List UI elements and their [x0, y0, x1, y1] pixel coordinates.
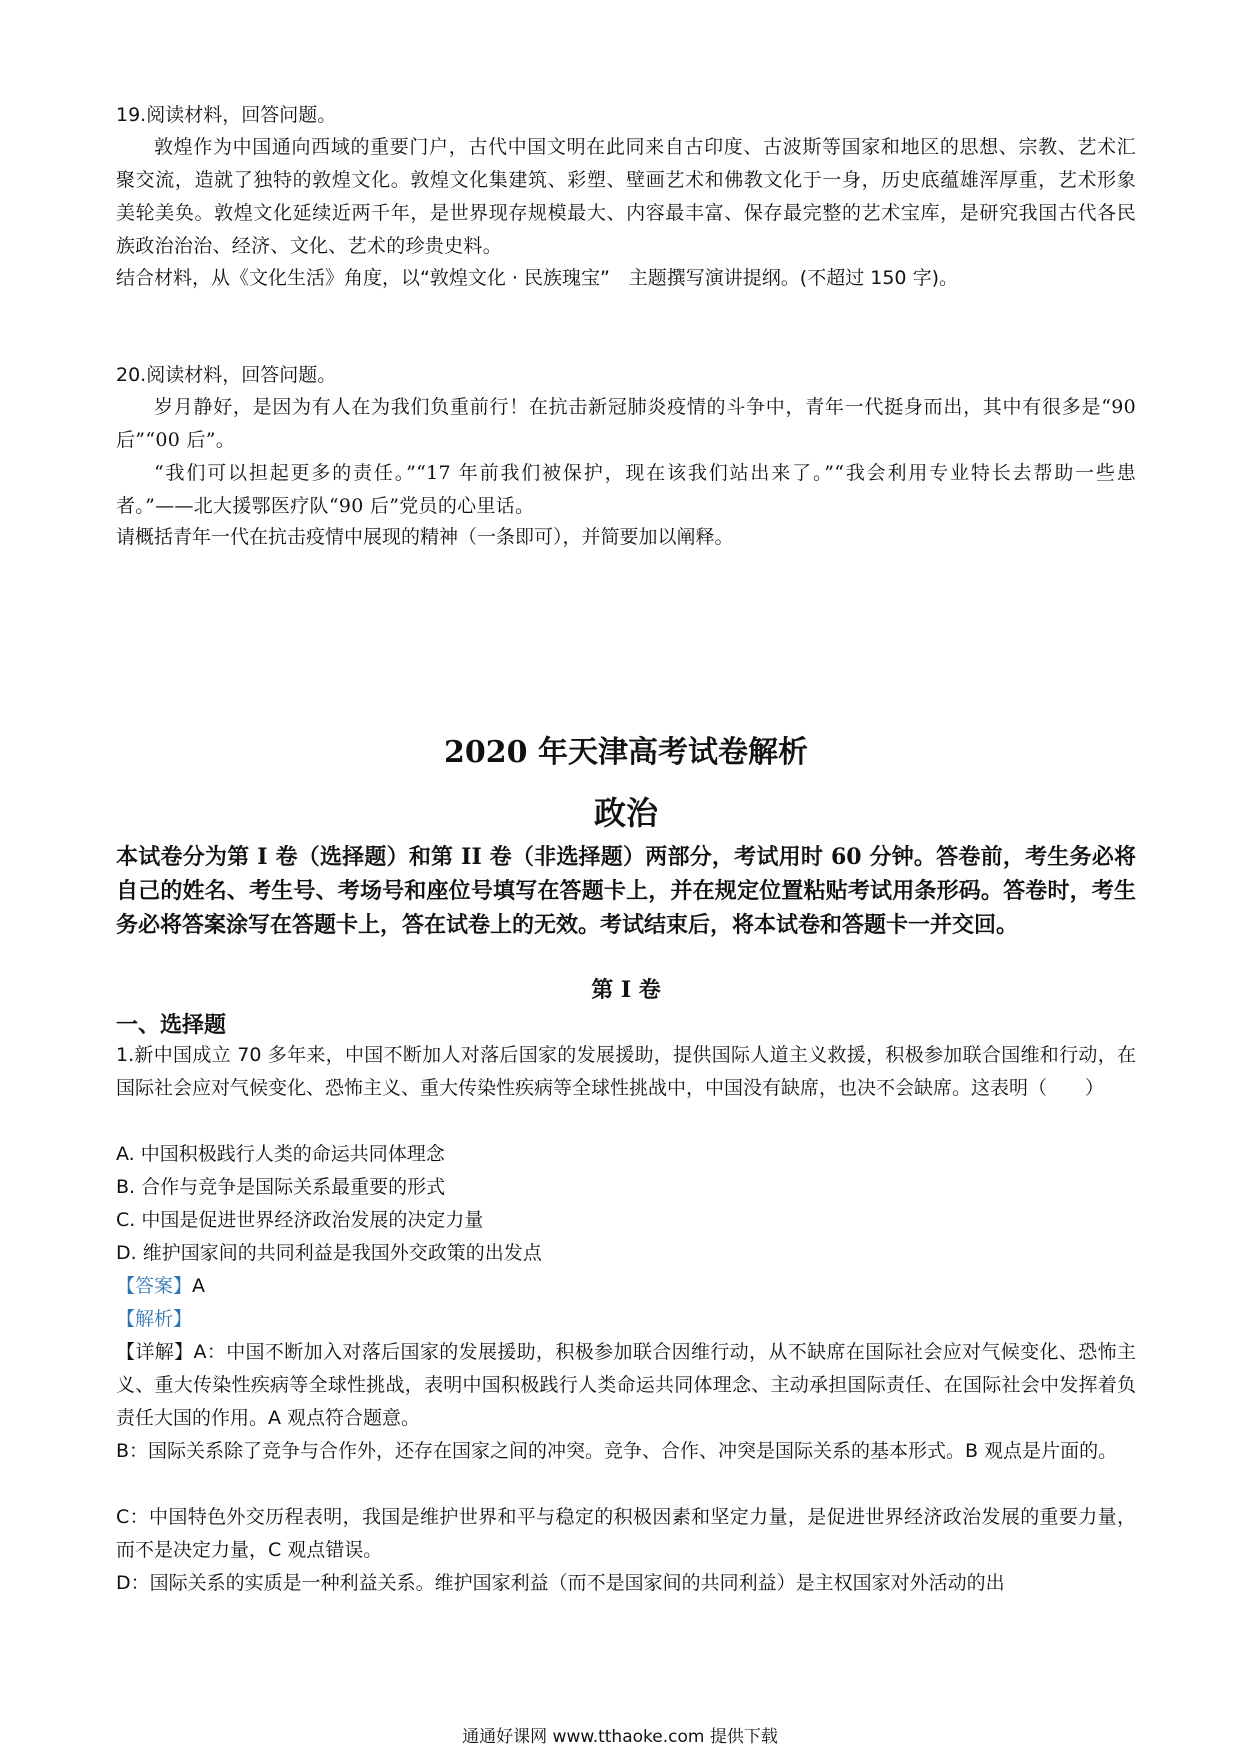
q20-material-1: 岁月静好，是因为有人在为我们负重前行！在抗击新冠肺炎疫情的斗争中，青年一代挺身而出，其中有很多是“90 后”“00 后”。 — [116, 396, 1136, 451]
q1-option-d: D. 维护国家间的共同利益是我国外交政策的出发点 — [116, 1242, 542, 1264]
q19-title: 19.阅读材料，回答问题。 — [116, 104, 337, 126]
section-title: 一、选择题 — [116, 1012, 227, 1038]
q20-question: 请概括青年一代在抗击疫情中展现的精神（一条即可），并简要加以阐释。 — [116, 526, 734, 548]
q1-answer — [116, 1270, 1136, 1303]
q1-detail-d: D：国际关系的实质是一种利益关系。维护国家利益（而不是国家间的共同利益）是主权国家对外活动的出 — [116, 1572, 1005, 1594]
q1-detail-b: B：国际关系除了竞争与合作外，还存在国家之间的冲突。竞争、合作、冲突是国际关系的基本形式。B 观点是片面的。 — [116, 1440, 1118, 1462]
q20-material-2: “我们可以担起更多的责任。”“17 年前我们被保护，现在该我们站出来了。”“我会利用专业特长去帮助一些患者。”——北大援鄂医疗队“90 后”党员的心里话。 — [116, 462, 1136, 517]
analysis-label: 【解析】 — [116, 1308, 193, 1330]
answer-value: A — [192, 1275, 206, 1297]
q19-material: 敦煌作为中国通向西域的重要门户，古代中国文明在此同来自古印度、古波斯等国家和地区的思想、宗教、艺术汇聚交流，造就了独特的敦煌文化。敦煌文化集建筑、彩塑、壁画艺术和佛教文化于一身，历史底蕴雄浑厚重，艺术形象美轮美奂。敦煌文化延续近两千年，是世界现存规模最大、内容最丰富、保存最完整的艺术宝库，是研究我国古代各民族政治治治、经济、文化、艺术的珍贵史料。 — [116, 136, 1136, 257]
q1-option-b: B. 合作与竞争是国际关系最重要的形式 — [116, 1176, 446, 1198]
q1-detail-c: C：中国特色外交历程表明，我国是维护世界和平与稳定的积极因素和坚定力量，是促进世界经济政治发展的重要力量，而不是决定力量，C 观点错误。 — [116, 1506, 1136, 1561]
q20-title: 20.阅读材料，回答问题。 — [116, 364, 337, 386]
exam-notice: 本试卷分为第 I 卷（选择题）和第 II 卷（非选择题）两部分，考试用时 60 分钟。答卷前，考生务必将自己的姓名、考生号、考场号和座位号填写在答题卡上，并在规定位置粘贴考试用条形码。答卷时，考生务必将答案涂写在答题卡上，答在试卷上的无效。考试结束后，将本试卷和答题卡一并交回。 — [116, 844, 1136, 938]
q1-detail-a — [116, 1336, 1136, 1435]
detail-a-text: A：中国不断加入对落后国家的发展援助，积极参加联合因维行动，从不缺席在国际社会应对气候变化、恐怖主义、重大传染性疾病等全球性挑战，表明中国积极践行人类命运共同体理念、主动承担国际责任、在国际社会中发挥着负责任大国的作用。A 观点符合题意。 — [116, 1341, 1136, 1429]
page-footer: 通通好课网 www.tthaoke.com 提供下载 — [462, 1727, 778, 1747]
paper-title: 2020 年天津高考试卷解析 — [444, 735, 808, 770]
answer-label: 【答案】 — [116, 1275, 193, 1297]
q1-stem: 1.新中国成立 70 多年来，中国不断加人对落后国家的发展援助，提供国际人道主义救援，积极参加联合国维和行动，在国际社会应对气候变化、恐怖主义、重大传染性疾病等全球性挑战中，中国没有缺席，也决不会缺席。这表明（ ） — [116, 1044, 1136, 1099]
q1-option-c: C. 中国是促进世界经济政治发展的决定力量 — [116, 1209, 484, 1231]
q1-option-a: A. 中国积极践行人类的命运共同体理念 — [116, 1143, 445, 1165]
subject-title: 政治 — [593, 794, 658, 832]
volume-title: 第 I 卷 — [591, 977, 661, 1003]
q19-question: 结合材料，从《文化生活》角度，以“敦煌文化 · 民族瑰宝” 主题撰写演讲提纲。(不超过 150 字)。 — [116, 267, 958, 289]
detail-label: 【详解】 — [116, 1341, 194, 1363]
